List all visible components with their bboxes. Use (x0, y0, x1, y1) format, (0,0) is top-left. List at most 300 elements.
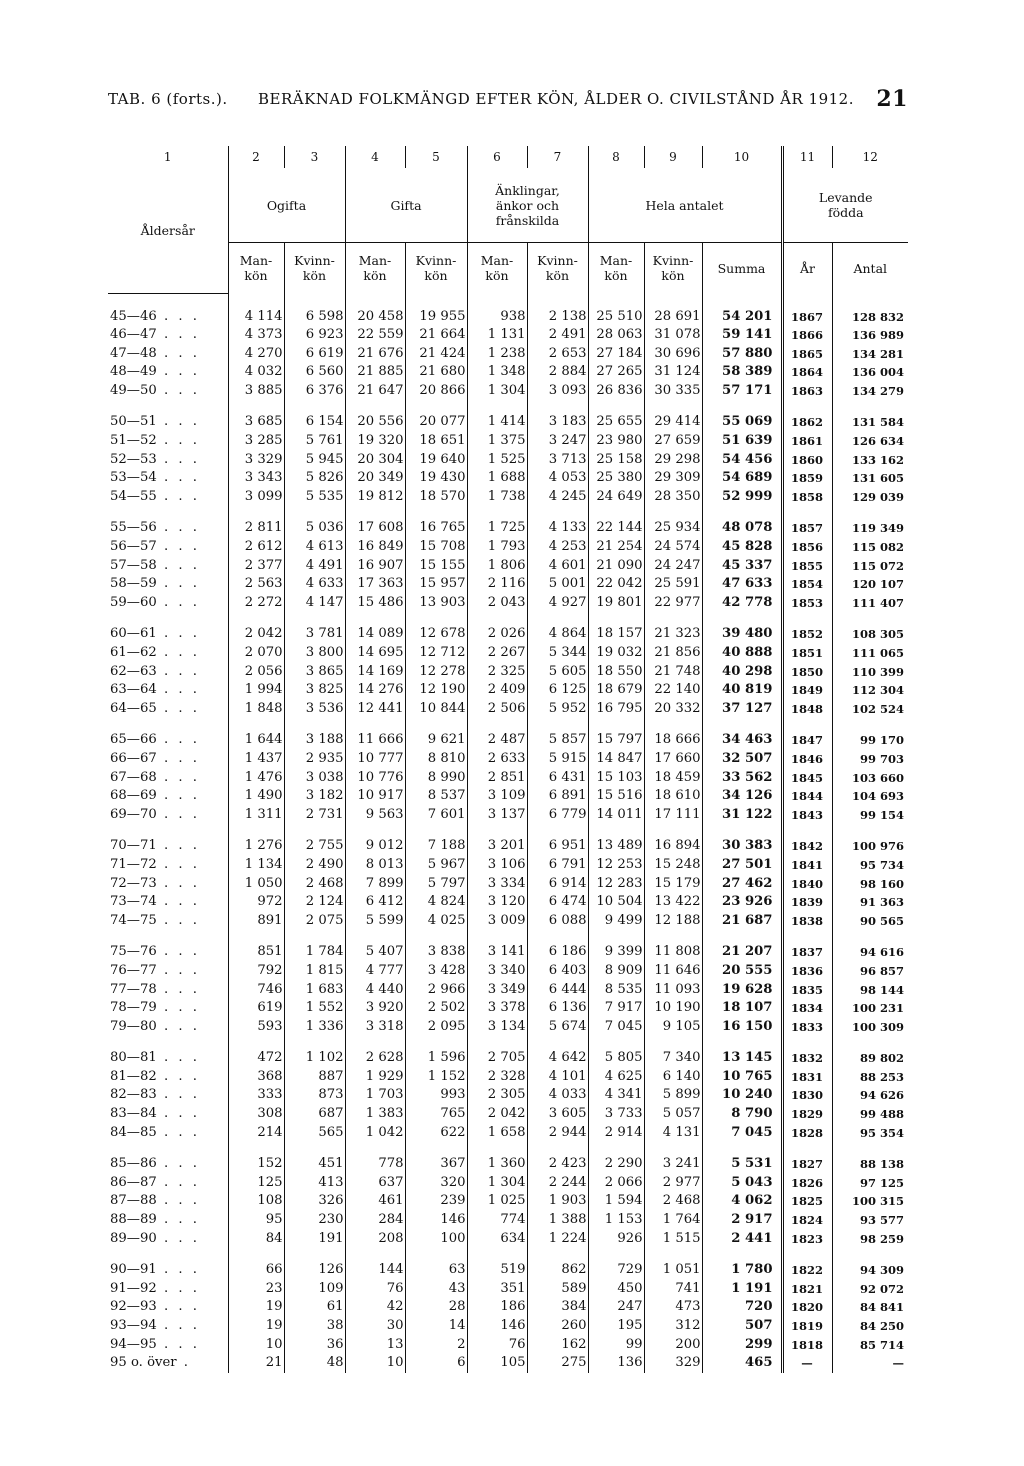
married-male: 21 676 (345, 345, 405, 364)
unmarried-male: 2 272 (228, 594, 284, 613)
table-row (108, 469, 908, 488)
leader-dots: . . . (156, 1106, 200, 1122)
widowed-female: 3 713 (527, 451, 588, 470)
birth-year: 1827 (782, 1155, 832, 1174)
total-female: 1 764 (644, 1211, 702, 1230)
total-sum: 37 127 (702, 700, 782, 719)
married-female: 18 651 (405, 432, 467, 451)
widowed-female: 4 253 (527, 538, 588, 557)
total-sum: 39 480 (702, 625, 782, 644)
table-row (108, 345, 908, 364)
table-row (108, 594, 908, 613)
leader-dots: . . . (156, 682, 200, 698)
total-male: 26 836 (588, 382, 644, 401)
total-sum: 465 (702, 1354, 782, 1373)
total-female: 5 899 (644, 1086, 702, 1105)
birth-year: 1823 (782, 1230, 832, 1249)
age-label: 89—90 . . . (110, 1230, 200, 1246)
total-female: 27 659 (644, 432, 702, 451)
unmarried-female: 230 (284, 1211, 345, 1230)
total-male: 9 499 (588, 912, 644, 931)
table-row (108, 856, 908, 875)
unmarried-male: 1 476 (228, 769, 284, 788)
birth-year: 1839 (782, 893, 832, 912)
married-male: 15 486 (345, 594, 405, 613)
births-count: 100 315 (832, 1192, 908, 1211)
birth-year: 1831 (782, 1068, 832, 1087)
birth-year: 1835 (782, 981, 832, 1000)
total-male: 10 504 (588, 893, 644, 912)
widowed-female: 5 674 (527, 1018, 588, 1037)
leader-dots: . . . (156, 382, 200, 398)
married-male: 21 647 (345, 382, 405, 401)
unmarried-male: 125 (228, 1174, 284, 1193)
widowed-male: 3 106 (467, 856, 527, 875)
widowed-female: 2 884 (527, 363, 588, 382)
birth-year: 1865 (782, 345, 832, 364)
widowed-male: 634 (467, 1230, 527, 1249)
total-female: 28 350 (644, 488, 702, 507)
births-count: 115 072 (832, 557, 908, 576)
age-label: 69—70 . . . (110, 806, 200, 822)
total-female: 18 610 (644, 787, 702, 806)
total-male: 18 550 (588, 663, 644, 682)
widowed-male: 1 658 (467, 1124, 527, 1143)
age-label: 46—47 . . . (110, 327, 200, 343)
total-male: 24 649 (588, 488, 644, 507)
married-female: 146 (405, 1211, 467, 1230)
total-sum: 54 689 (702, 469, 782, 488)
married-male: 17 363 (345, 575, 405, 594)
widowed-female: 2 491 (527, 326, 588, 345)
age-label: 94—95 . . . (110, 1336, 200, 1352)
leader-dots: . . . (156, 1318, 200, 1333)
leader-dots: . . . (156, 364, 200, 380)
table-row (108, 326, 908, 345)
unmarried-female: 5 535 (284, 488, 345, 507)
total-male: 13 489 (588, 837, 644, 856)
widowed-female: 6 136 (527, 999, 588, 1018)
unmarried-female: 2 468 (284, 875, 345, 894)
total-female: 13 422 (644, 893, 702, 912)
total-male: 8 909 (588, 962, 644, 981)
birth-year: 1832 (782, 1049, 832, 1068)
widowed-female: 6 791 (527, 856, 588, 875)
unmarried-male: 308 (228, 1105, 284, 1124)
married-male: 22 559 (345, 326, 405, 345)
leader-dots: . . . (156, 1174, 200, 1190)
total-male: 27 265 (588, 363, 644, 382)
widowed-male: 76 (467, 1336, 527, 1355)
married-female: 5 967 (405, 856, 467, 875)
unmarried-female: 2 075 (284, 912, 345, 931)
married-female: 14 (405, 1317, 467, 1336)
married-female: 12 190 (405, 681, 467, 700)
birth-year: 1838 (782, 912, 832, 931)
births-count: 88 253 (832, 1068, 908, 1087)
total-female: 20 332 (644, 700, 702, 719)
total-sum: 34 126 (702, 787, 782, 806)
age-label: 47—48 . . . (110, 345, 200, 361)
births-count: 88 138 (832, 1155, 908, 1174)
unmarried-female: 3 800 (284, 644, 345, 663)
married-female: 12 712 (405, 644, 467, 663)
total-female: 18 459 (644, 769, 702, 788)
total-male: 19 801 (588, 594, 644, 613)
table-row (108, 837, 908, 856)
births-count: — (832, 1354, 908, 1373)
total-male: 2 914 (588, 1124, 644, 1143)
table-row (108, 806, 908, 825)
total-male: 25 380 (588, 469, 644, 488)
age-label: 91—92 . . . (110, 1280, 200, 1296)
married-female: 3 838 (405, 943, 467, 962)
total-sum: 40 888 (702, 644, 782, 663)
leader-dots: . . . (156, 1212, 200, 1228)
age-label: 74—75 . . . (110, 912, 200, 928)
birth-year: 1862 (782, 413, 832, 432)
table-row (108, 625, 908, 644)
total-sum: 2 441 (702, 1230, 782, 1249)
table-row (108, 519, 908, 538)
total-female: 17 111 (644, 806, 702, 825)
unmarried-male: 1 134 (228, 856, 284, 875)
married-female: 10 844 (405, 700, 467, 719)
unmarried-female: 1 815 (284, 962, 345, 981)
married-female: 622 (405, 1124, 467, 1143)
table-row (108, 1230, 908, 1249)
unmarried-female: 2 935 (284, 750, 345, 769)
unmarried-male: 2 377 (228, 557, 284, 576)
age-label: 80—81 . . . (110, 1050, 200, 1066)
birth-year: 1861 (782, 432, 832, 451)
column-number: 2 (228, 146, 284, 168)
widowed-female: 5 952 (527, 700, 588, 719)
age-label: 63—64 . . . (110, 682, 200, 698)
total-sum: 27 501 (702, 856, 782, 875)
married-male: 7 899 (345, 875, 405, 894)
column-group-row (108, 168, 908, 243)
widowed-female: 3 093 (527, 382, 588, 401)
widowed-female: 4 133 (527, 519, 588, 538)
widowed-male: 2 328 (467, 1068, 527, 1087)
unmarried-female: 5 945 (284, 451, 345, 470)
unmarried-female: 873 (284, 1086, 345, 1105)
column-number: 8 (588, 146, 644, 168)
unmarried-male: 2 042 (228, 625, 284, 644)
births-count: 103 660 (832, 769, 908, 788)
table-title: BERÄKNAD FOLKMÄNGD EFTER KÖN, ÅLDER O. CIVILSTÅND ÅR 1912. (258, 90, 854, 108)
married-male: 10 917 (345, 787, 405, 806)
total-male: 926 (588, 1230, 644, 1249)
unmarried-female: 2 124 (284, 893, 345, 912)
table-row (108, 981, 908, 1000)
total-male: 2 066 (588, 1174, 644, 1193)
total-male: 136 (588, 1354, 644, 1373)
unmarried-male: 19 (228, 1317, 284, 1336)
married-male: 3 920 (345, 999, 405, 1018)
total-male: 729 (588, 1261, 644, 1280)
married-female: 9 621 (405, 731, 467, 750)
unmarried-male: 21 (228, 1354, 284, 1373)
total-sum: 45 337 (702, 557, 782, 576)
widowed-male: 3 137 (467, 806, 527, 825)
married-male: 1 929 (345, 1068, 405, 1087)
age-label: 86—87 . . . (110, 1174, 200, 1190)
unmarried-female: 4 613 (284, 538, 345, 557)
widowed-female: 3 247 (527, 432, 588, 451)
married-female: 6 (405, 1354, 467, 1373)
married-female: 1 152 (405, 1068, 467, 1087)
total-sum: 19 628 (702, 981, 782, 1000)
total-sum: 1 191 (702, 1280, 782, 1299)
married-male: 14 089 (345, 625, 405, 644)
married-male: 14 276 (345, 681, 405, 700)
age-label: 56—57 . . . (110, 539, 200, 555)
widowed-male: 1 414 (467, 413, 527, 432)
total-male: 195 (588, 1317, 644, 1336)
group-spacer (108, 400, 908, 413)
total-sum: 58 389 (702, 363, 782, 382)
married-female: 7 188 (405, 837, 467, 856)
widowed-female: 260 (527, 1317, 588, 1336)
births-count: 85 714 (832, 1336, 908, 1355)
married-female: 13 903 (405, 594, 467, 613)
total-male: 5 805 (588, 1049, 644, 1068)
age-label: 50—51 . . . (110, 414, 200, 430)
age-label: 45—46 . . . (110, 308, 200, 324)
leader-dots: . . . (156, 520, 200, 536)
married-male: 76 (345, 1280, 405, 1299)
total-male: 25 158 (588, 451, 644, 470)
married-female: 239 (405, 1192, 467, 1211)
unmarried-male: 2 811 (228, 519, 284, 538)
births-count: 97 125 (832, 1174, 908, 1193)
widowed-female: 2 944 (527, 1124, 588, 1143)
widowed-male: 519 (467, 1261, 527, 1280)
age-label: 71—72 . . . (110, 856, 200, 872)
married-female: 993 (405, 1086, 467, 1105)
total-male: 18 679 (588, 681, 644, 700)
married-female: 1 596 (405, 1049, 467, 1068)
birth-year: 1819 (782, 1317, 832, 1336)
total-male: 99 (588, 1336, 644, 1355)
births-count: 134 279 (832, 382, 908, 401)
birth-year: 1863 (782, 382, 832, 401)
unmarried-female: 2 731 (284, 806, 345, 825)
column-number: 10 (702, 146, 782, 168)
table-row (108, 769, 908, 788)
births-count: 93 577 (832, 1211, 908, 1230)
widowed-female: 5 001 (527, 575, 588, 594)
births-count: 115 082 (832, 538, 908, 557)
widowed-male: 1 688 (467, 469, 527, 488)
widowed-female: 6 779 (527, 806, 588, 825)
total-sum: 18 107 (702, 999, 782, 1018)
widowed-male: 186 (467, 1298, 527, 1317)
total-sum: 34 463 (702, 731, 782, 750)
unmarried-male: 84 (228, 1230, 284, 1249)
widowed-male: 1 375 (467, 432, 527, 451)
age-label: 65—66 . . . (110, 732, 200, 748)
total-female: 1 515 (644, 1230, 702, 1249)
leader-dots: . . . (156, 663, 200, 679)
unmarried-female: 5 036 (284, 519, 345, 538)
leader-dots: . . . (156, 912, 200, 928)
widowed-male: 105 (467, 1354, 527, 1373)
births-count: 95 734 (832, 856, 908, 875)
page-number: 21 (876, 86, 908, 112)
unmarried-female: 126 (284, 1261, 345, 1280)
total-female: 25 934 (644, 519, 702, 538)
birth-year: 1867 (782, 308, 832, 327)
widowed-male: 2 506 (467, 700, 527, 719)
births-count: 133 162 (832, 451, 908, 470)
widowed-male: 3 141 (467, 943, 527, 962)
married-male: 13 (345, 1336, 405, 1355)
male-subheader: Man- kön (228, 243, 284, 294)
total-male: 3 733 (588, 1105, 644, 1124)
age-label: 49—50 . . . (110, 382, 200, 398)
widowed-divorced-header: Änklingar, änkor och frånskilda (467, 168, 588, 243)
birth-year: 1858 (782, 488, 832, 507)
column-number: 4 (345, 146, 405, 168)
unmarried-male: 23 (228, 1280, 284, 1299)
married-male: 2 628 (345, 1049, 405, 1068)
total-male: 22 144 (588, 519, 644, 538)
total-male: 14 011 (588, 806, 644, 825)
married-male: 208 (345, 1230, 405, 1249)
leader-dots: . . . (156, 1280, 200, 1296)
widowed-female: 4 245 (527, 488, 588, 507)
married-male: 3 318 (345, 1018, 405, 1037)
unmarried-male: 3 329 (228, 451, 284, 470)
married-female: 28 (405, 1298, 467, 1317)
married-male: 637 (345, 1174, 405, 1193)
births-count: 99 170 (832, 731, 908, 750)
birth-year: 1856 (782, 538, 832, 557)
married-female: 3 428 (405, 962, 467, 981)
birth-year: 1850 (782, 663, 832, 682)
married-female: 765 (405, 1105, 467, 1124)
widowed-male: 3 120 (467, 893, 527, 912)
widowed-male: 3 009 (467, 912, 527, 931)
married-female: 43 (405, 1280, 467, 1299)
unmarried-female: 191 (284, 1230, 345, 1249)
leader-dots: . . . (156, 488, 200, 504)
population-table (108, 146, 908, 1373)
births-count: 99 488 (832, 1105, 908, 1124)
widowed-male: 2 325 (467, 663, 527, 682)
married-male: 20 349 (345, 469, 405, 488)
widowed-female: 6 186 (527, 943, 588, 962)
births-count: 89 802 (832, 1049, 908, 1068)
table-row (108, 787, 908, 806)
leader-dots: . . . (156, 894, 200, 910)
births-count: 126 634 (832, 432, 908, 451)
female-subheader: Kvinn- kön (527, 243, 588, 294)
age-label: 64—65 . . . (110, 700, 200, 716)
unmarried-male: 2 070 (228, 644, 284, 663)
table-row (108, 700, 908, 719)
births-count: 119 349 (832, 519, 908, 538)
total-sum: 720 (702, 1298, 782, 1317)
total-female: 16 894 (644, 837, 702, 856)
married-male: 461 (345, 1192, 405, 1211)
birth-year: 1821 (782, 1280, 832, 1299)
total-female: 29 414 (644, 413, 702, 432)
births-count: 98 259 (832, 1230, 908, 1249)
births-count: 136 004 (832, 363, 908, 382)
total-female: 15 179 (644, 875, 702, 894)
widowed-male: 1 793 (467, 538, 527, 557)
birth-year: 1836 (782, 962, 832, 981)
female-subheader: Kvinn- kön (284, 243, 345, 294)
unmarried-male: 2 056 (228, 663, 284, 682)
table-row (108, 308, 908, 327)
table-number: TAB. 6 (forts.). (108, 90, 228, 108)
births-count: 99 703 (832, 750, 908, 769)
unmarried-female: 6 598 (284, 308, 345, 327)
unmarried-male: 851 (228, 943, 284, 962)
unmarried-male: 972 (228, 893, 284, 912)
leader-dots: . . . (156, 700, 200, 716)
birth-year: 1854 (782, 575, 832, 594)
married-female: 8 990 (405, 769, 467, 788)
table-row (108, 1317, 908, 1336)
age-label: 93—94 . . . (110, 1318, 200, 1333)
unmarried-female: 61 (284, 1298, 345, 1317)
married-male: 144 (345, 1261, 405, 1280)
table-row (108, 1124, 908, 1143)
unmarried-male: 593 (228, 1018, 284, 1037)
leader-dots: . . . (156, 1156, 200, 1172)
total-sum: 59 141 (702, 326, 782, 345)
leader-dots: . . . (156, 433, 200, 449)
total-sum: 27 462 (702, 875, 782, 894)
table-row (108, 575, 908, 594)
widowed-male: 2 267 (467, 644, 527, 663)
widowed-female: 6 891 (527, 787, 588, 806)
married-female: 8 537 (405, 787, 467, 806)
total-male: 4 625 (588, 1068, 644, 1087)
leader-dots: . . . (156, 539, 200, 555)
unmarried-female: 3 781 (284, 625, 345, 644)
married-female: 4 824 (405, 893, 467, 912)
birth-year: 1842 (782, 837, 832, 856)
leader-dots: . . . (156, 1336, 200, 1352)
total-male: 12 283 (588, 875, 644, 894)
unmarried-male: 619 (228, 999, 284, 1018)
birth-year: 1845 (782, 769, 832, 788)
births-count: 90 565 (832, 912, 908, 931)
total-sum: 21 687 (702, 912, 782, 931)
leader-dots: . . . (156, 1124, 200, 1140)
total-male: 25 655 (588, 413, 644, 432)
total-female: 473 (644, 1298, 702, 1317)
table-row (108, 1280, 908, 1299)
birth-year: 1864 (782, 363, 832, 382)
female-subheader: Kvinn- kön (405, 243, 467, 294)
total-female: 29 309 (644, 469, 702, 488)
births-count: 96 857 (832, 962, 908, 981)
total-female: 3 241 (644, 1155, 702, 1174)
column-number: 6 (467, 146, 527, 168)
total-sum: 31 122 (702, 806, 782, 825)
leader-dots: . . . (156, 769, 200, 785)
births-count: 94 626 (832, 1086, 908, 1105)
total-female: 6 140 (644, 1068, 702, 1087)
